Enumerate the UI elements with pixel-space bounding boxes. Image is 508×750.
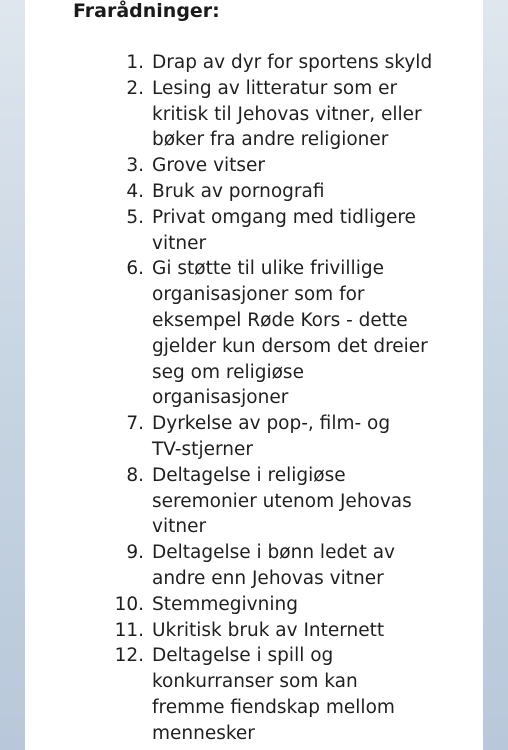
- list-item: [126, 50, 482, 76]
- list-item: [114, 592, 482, 618]
- list-item: [126, 153, 482, 179]
- list-item-text: Privat omgang med tidligere vitner: [152, 206, 416, 254]
- list-item-text: Drap av dyr for sportens skyld: [152, 52, 433, 73]
- list-item-number: 6.: [126, 258, 144, 280]
- discouragements-list: [114, 50, 482, 747]
- list-item-number: 11.: [114, 619, 144, 641]
- list-item: [126, 540, 482, 592]
- list-item-number: 4.: [126, 180, 144, 202]
- list-item: [126, 179, 482, 205]
- list-item: [114, 643, 482, 746]
- list-item: [126, 76, 482, 153]
- section-heading: Frarådninger:: [73, 0, 220, 22]
- list-item-text: Deltagelse i religiøse seremonier utenom Jehovas vitner: [152, 464, 412, 538]
- list-item-text: Ukritisk bruk av Internett: [152, 619, 385, 641]
- list-item-number: 5.: [126, 206, 144, 228]
- list-item-number: 8.: [126, 464, 144, 486]
- list-item-text: Deltagelse i bønn ledet av andre enn Jehovas vitner: [152, 542, 396, 589]
- list-item-number: 9.: [126, 542, 144, 564]
- list-item-text: Stemmegivning: [152, 593, 298, 615]
- list-item-text: Bruk av pornografi: [152, 180, 325, 202]
- list-item-text: Grove vitser: [152, 155, 266, 177]
- document-page: [25, 0, 483, 750]
- list-item-number: 3.: [126, 155, 144, 177]
- list-item: [126, 256, 482, 411]
- list-item: [126, 463, 482, 540]
- list-item: [126, 411, 482, 463]
- list-item-number: 10.: [114, 593, 144, 615]
- list-item-number: 1.: [126, 52, 144, 73]
- list-item: [114, 618, 482, 644]
- list-item: [126, 205, 482, 257]
- list-item-number: 7.: [126, 413, 144, 435]
- list-item-text: Deltagelse i spill og konkurranser som kan fremme fiendskap mellom mennesker: [152, 645, 395, 744]
- list-item-number: 2.: [126, 77, 144, 99]
- list-item-text: Dyrkelse av pop-, film- og TV-stjerner: [152, 413, 391, 460]
- list-item-number: 12.: [114, 645, 144, 667]
- list-item-text: Lesing av litteratur som er kritisk til Jehovas vitner, eller bøker fra andre religioner: [152, 77, 422, 151]
- list-item-text: Gi støtte til ulike frivillige organisasjoner som for eksempel Røde Kors - dette gjelder kun dersom det dreier seg om religiøse organisasjoner: [152, 258, 428, 409]
